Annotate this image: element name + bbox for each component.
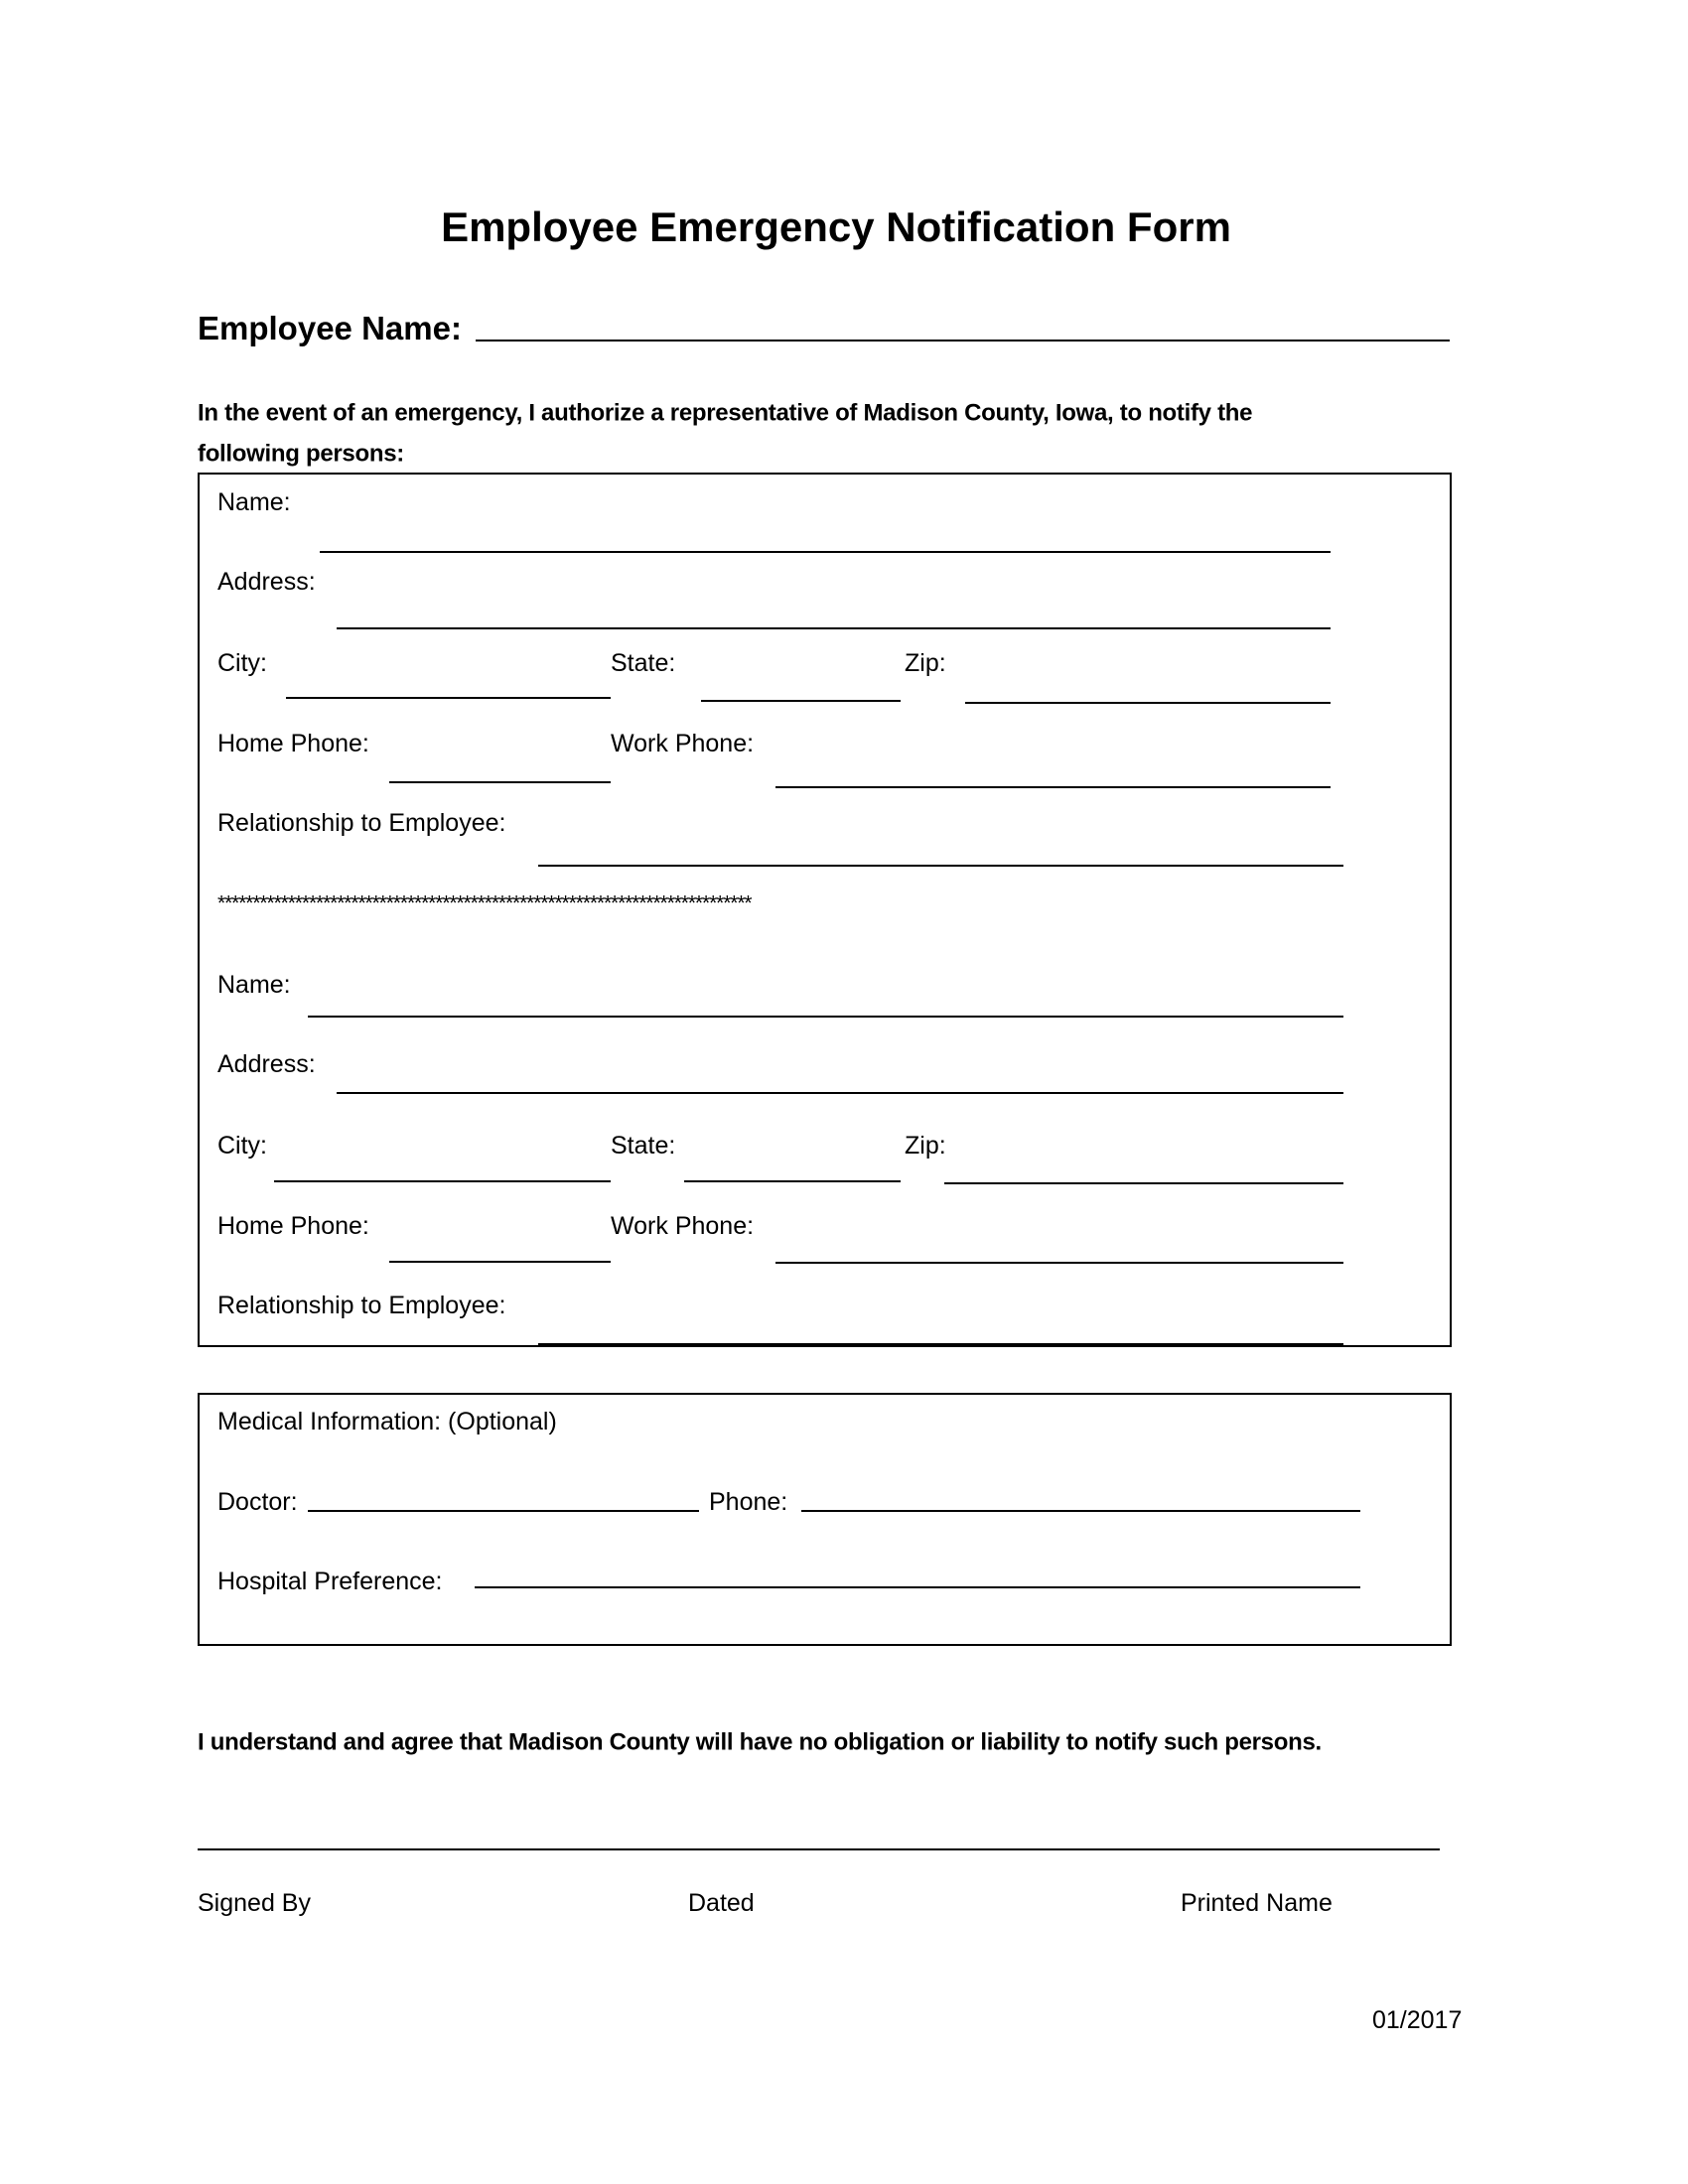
contact1-work-phone-field[interactable] [775,786,1331,788]
signed-by-label: Signed By [198,1889,311,1917]
form-title: Employee Emergency Notification Form [441,204,1231,250]
doctor-phone-label: Phone: [709,1488,788,1516]
intro-text-line1: In the event of an emergency, I authorize a representative of Madison County, Iowa, to notify the [198,399,1253,427]
contact1-home-phone-label: Home Phone: [217,730,369,757]
contact2-home-phone-field[interactable] [389,1261,611,1263]
employee-name-label: Employee Name: [198,310,462,347]
revision-date: 01/2017 [1372,2006,1463,2034]
contact1-state-field[interactable] [701,700,901,702]
contact2-work-phone-field[interactable] [775,1262,1343,1264]
contact1-home-phone-field[interactable] [389,781,611,783]
contact2-zip-field[interactable] [944,1182,1343,1184]
contact1-state-label: State: [611,649,676,677]
employee-name-field[interactable] [476,340,1450,341]
separator-asterisks: **************************************************************************** [217,891,752,915]
medical-heading: Medical Information: (Optional) [217,1408,557,1435]
doctor-label: Doctor: [217,1488,298,1516]
contact1-name-label: Name: [217,488,291,516]
contact2-city-label: City: [217,1132,267,1160]
contact1-city-label: City: [217,649,267,677]
contact1-zip-field[interactable] [965,702,1331,704]
contact2-city-field[interactable] [274,1180,611,1182]
contact2-zip-label: Zip: [905,1132,946,1160]
hospital-field[interactable] [475,1586,1360,1588]
agreement-text: I understand and agree that Madison County will have no obligation or liability to notify such persons. [198,1728,1322,1756]
contact2-work-phone-label: Work Phone: [611,1212,755,1240]
hospital-label: Hospital Preference: [217,1568,443,1595]
contact1-relationship-label: Relationship to Employee: [217,809,506,837]
contact2-state-label: State: [611,1132,676,1160]
contact1-address-field[interactable] [337,627,1331,629]
contact2-home-phone-label: Home Phone: [217,1212,369,1240]
contact1-address-label: Address: [217,568,316,596]
contact2-relationship-label: Relationship to Employee: [217,1292,506,1319]
contact1-zip-label: Zip: [905,649,946,677]
signature-line[interactable] [198,1848,1440,1850]
contact2-relationship-field[interactable] [538,1343,1343,1345]
dated-label: Dated [688,1889,755,1917]
contact1-name-field[interactable] [320,551,1331,553]
doctor-phone-field[interactable] [801,1510,1360,1512]
contact1-work-phone-label: Work Phone: [611,730,755,757]
contact2-name-label: Name: [217,971,291,999]
contact2-address-field[interactable] [337,1092,1343,1094]
contact2-name-field[interactable] [308,1016,1343,1018]
contact1-city-field[interactable] [286,697,611,699]
contact2-address-label: Address: [217,1050,316,1078]
printed-name-label: Printed Name [1181,1889,1333,1917]
intro-text-line2: following persons: [198,440,404,468]
contact2-state-field[interactable] [684,1180,901,1182]
doctor-field[interactable] [308,1510,699,1512]
contact1-relationship-field[interactable] [538,865,1343,867]
